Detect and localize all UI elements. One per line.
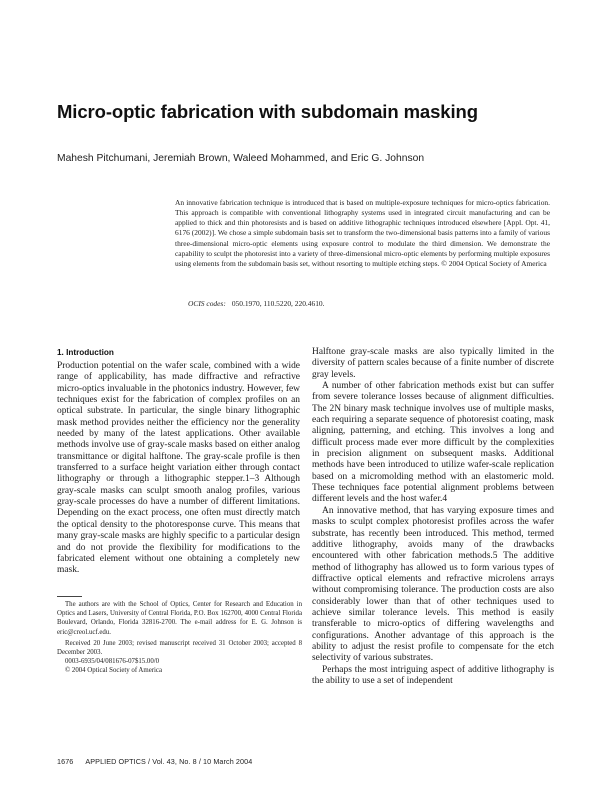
journal-citation: APPLIED OPTICS / Vol. 43, No. 8 / 10 March 2004 bbox=[85, 757, 253, 766]
footnote-rule bbox=[57, 596, 82, 597]
right-paragraph: A number of other fabrication methods exist but can suffer from severe tolerance losses because of alignment difficulties. The 2N binary mask technique involves use of multiple masks, each requiring a separate sequence of photoresist coating, mask aligning, patterning, and etching. This involves a long and difficult process made ever more difficult by the complexities in precision alignment on subsequent masks. Additional methods have been introduced to utilize wafer-scale replication based on a micromolding method with an elastomeric mold. These techniques face potential alignment problems between different levels and the host wafer.4 bbox=[312, 381, 554, 505]
article-title: Micro-optic fabrication with subdomain masking bbox=[57, 101, 478, 122]
right-paragraph: Perhaps the most intriguing aspect of additive lithography is the ability to use a set of independent bbox=[312, 664, 554, 686]
copyright-note: © 2004 Optical Society of America bbox=[65, 667, 162, 675]
abstract: An innovative fabrication technique is introduced that is based on multiple-exposure techniques for micro-optics fabrication. This approach is compatible with conventional lithography systems used in integrated circuit manufacturing and can be applied to thick and thin photoresists and is based on additive lithographic techniques introduced elsewhere [Appl. Opt. 41, 6176 (2002)]. We chose a simple subdomain basis set to transform the two-dimensional basis patterns into a family of various three-dimensional micro-optic elements using exposure control to modulate the third dimension. We demonstrate the capability to sculpt the photoresist into a variety of three-dimensional micro-optic elements by performing multiple exposures using elements from the subdomain basis set, without resorting to multiple etching steps. © 2004 Optical Society of America bbox=[175, 198, 550, 268]
section-heading-introduction: 1. Introduction bbox=[57, 348, 114, 357]
right-column bbox=[312, 347, 554, 687]
affiliation-note: The authors are with the School of Optics, Center for Research and Education in Optics and Lasers, University of Central Florida, P.O. Box 162700, 4000 Central Florida Boulevard, Orlando, Florida 32816-2700. The e-mail address for E. G. Johnson is eric@creol.ucf.edu. bbox=[57, 601, 302, 636]
right-paragraph: An innovative method, that has varying exposure times and masks to sculpt complex photoresist profiles across the wafer substrate, has recently been introduced. This method, termed additive lithography, avoids many of the drawbacks encountered with other fabrication methods.5 The additive method of lithography has allowed us to form various types of diffractive optical elements and refractive microlens arrays without compromising tolerance. The production costs are also considerably lower than that of other techniques used to achieve similar tolerance levels. This method is easily transferable to micro-optics of differing wavelengths and configurations. Another advantage of this approach is the ability to adjust the resist profile to compensate for the etch selectivity of various substrates. bbox=[312, 505, 554, 664]
doi-note: 0003-6935/04/081676-07$15.00/0 bbox=[65, 658, 160, 666]
left-column bbox=[57, 361, 300, 577]
ocis-values: 050.1970, 110.5220, 220.4610. bbox=[231, 299, 325, 308]
running-footer bbox=[57, 757, 252, 766]
footnotes bbox=[57, 600, 302, 676]
author-list: Mahesh Pitchumani, Jeremiah Brown, Waleed Mohammed, and Eric G. Johnson bbox=[57, 153, 425, 164]
ocis-codes bbox=[188, 299, 325, 308]
ocis-label: OCIS codes: bbox=[188, 299, 226, 308]
right-paragraph: Halftone gray-scale masks are also typically limited in the diversity of pattern scales because of a finite number of discrete gray levels. bbox=[312, 347, 554, 380]
page-number: 1676 bbox=[57, 757, 74, 766]
left-paragraph: Production potential on the wafer scale, combined with a wide range of applicability, has made diffractive and refractive micro-optics invaluable in the photonics industry. However, few techniques exist for the fabrication of complex profiles on an optical substrate. In particular, the single binary lithographic mask method provides neither the efficiency nor the generality needed by many of the latest applications. Other available methods involve use of gray-scale masks based on either analog transmittance or digital halftone. The gray-scale profile is then transferred to a surface height variation either through contact lithography or through a lithographic stepper.1–3 Although gray-scale masks can sculpt smooth analog profiles, various gray-scale processes do have a number of different limitations. Depending on the exact process, one often must directly match the optical density to the photoresponse curve. This means that many gray-scale masks are highly specific to a particular design and do not provide the flexibility for modifications to the fabricated element without one obtaining a completely new mask. bbox=[57, 361, 300, 576]
received-note: Received 20 June 2003; revised manuscript received 31 October 2003; accepted 8 December 2003. bbox=[57, 639, 302, 657]
